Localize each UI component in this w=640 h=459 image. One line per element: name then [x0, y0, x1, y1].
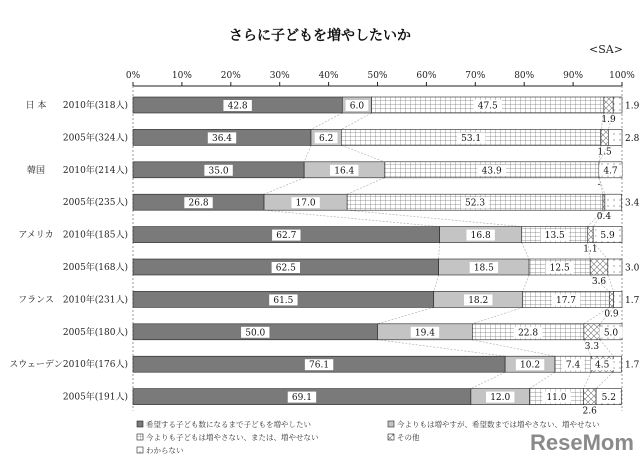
legend-swatch	[388, 434, 394, 440]
bar-segment-4	[613, 97, 622, 113]
connector-line	[378, 307, 434, 323]
value-label: 52.3	[465, 198, 486, 209]
x-tick-label: 30%	[269, 71, 290, 81]
bar-segment-3	[609, 291, 613, 307]
value-label: 3.6	[591, 277, 607, 287]
bar-segment-3	[584, 324, 600, 340]
bar-segment-3	[601, 129, 608, 145]
connector-line	[311, 113, 342, 129]
value-label: 6.2	[318, 133, 334, 144]
value-label: 5.9	[600, 231, 615, 242]
legend-label: 今よりも子どもは増やさない、または、増やせない	[146, 433, 319, 442]
connector-line	[347, 210, 522, 226]
legend-swatch	[137, 447, 143, 453]
connector-line	[439, 243, 440, 259]
country-label: スウェーデン	[9, 360, 63, 371]
value-label: 18.5	[473, 263, 494, 274]
bar-segment-4	[613, 356, 621, 372]
x-tick-label: 10%	[171, 71, 192, 81]
x-tick-label: 0%	[125, 71, 141, 81]
value-label: 13.5	[544, 231, 565, 242]
legend-label: わからない	[146, 446, 184, 455]
value-label: 62.5	[275, 263, 296, 274]
value-label: 36.4	[211, 133, 233, 144]
bar-segment-4	[608, 259, 622, 275]
x-tick-label: 90%	[563, 71, 584, 81]
value-label: 17.0	[295, 198, 316, 209]
value-label: 76.1	[309, 360, 330, 371]
legend-label: その他	[397, 433, 420, 442]
country-label: 日 本	[25, 101, 47, 111]
value-label: 0.9	[604, 309, 619, 320]
value-label: 3.0	[625, 263, 640, 274]
value-label: 50.0	[245, 328, 266, 339]
value-label: 6.0	[349, 101, 365, 112]
x-tick-label: 60%	[416, 71, 437, 81]
legend-swatch	[137, 434, 143, 440]
category-label: 2010年(176人)	[62, 360, 128, 371]
bar-segment-3	[588, 227, 593, 243]
category-label: 2005年(324人)	[62, 133, 128, 144]
category-label: 2005年(191人)	[62, 392, 128, 403]
x-tick-label: 70%	[465, 71, 486, 81]
value-label: 1.7	[625, 360, 640, 371]
category-label: 2010年(214人)	[62, 165, 128, 176]
value-label: 5.0	[603, 328, 619, 339]
category-label: 2010年(318人)	[62, 101, 128, 111]
value-label: 0.4	[596, 212, 612, 223]
bar-segment-3	[590, 259, 608, 275]
connector-line	[378, 340, 506, 356]
value-label: 53.1	[461, 133, 482, 144]
legend-swatch	[388, 421, 394, 427]
x-tick-label: 40%	[318, 71, 339, 81]
value-label: 43.9	[481, 166, 502, 177]
connector-line	[583, 372, 591, 388]
value-label: 47.5	[477, 101, 498, 112]
country-label: 韓国	[26, 165, 46, 176]
value-label: 1.1	[583, 244, 598, 255]
value-label: 12.0	[490, 393, 511, 404]
value-label: 18.2	[468, 295, 489, 306]
connector-line	[522, 243, 529, 259]
watermark-logo: ReseMom	[530, 430, 634, 455]
connector-line	[434, 275, 439, 291]
value-label: 26.8	[188, 198, 209, 209]
chart-title: さらに子どもを増やしたいか	[229, 28, 411, 44]
connector-line	[264, 178, 304, 194]
value-label: 11.0	[546, 393, 567, 404]
value-label: 16.8	[470, 231, 491, 242]
value-label: 62.7	[276, 231, 297, 242]
value-label: 17.7	[555, 295, 577, 306]
bar-segment-4	[605, 194, 622, 210]
x-tick-label: 80%	[514, 71, 535, 81]
connector-line	[523, 275, 529, 291]
connector-line	[530, 372, 555, 388]
value-label: 61.5	[273, 295, 294, 306]
value-label: 22.8	[518, 328, 539, 339]
category-label: 2005年(235人)	[62, 198, 128, 209]
connector-line	[608, 275, 614, 291]
bar-segment-3	[583, 389, 596, 405]
sa-note: <SA>	[589, 43, 623, 56]
connector-line	[472, 340, 555, 356]
connector-line	[596, 372, 613, 388]
value-label: 1.5	[597, 147, 612, 158]
value-label: 2.8	[625, 133, 640, 144]
bar-segment-4	[608, 129, 622, 145]
legend-swatch	[137, 421, 143, 427]
value-label: 4.5	[595, 360, 610, 371]
legend-label: 今よりもは増やすが、希望数までは増やさない、増やせない	[397, 420, 600, 429]
connector-line	[341, 145, 384, 161]
x-tick-label: 100%	[609, 71, 635, 81]
x-tick-label: 50%	[367, 71, 388, 81]
value-label: 4.7	[603, 166, 618, 177]
connector-line	[600, 340, 613, 356]
category-label: 2005年(168人)	[62, 263, 128, 273]
value-label: 1.9	[625, 101, 640, 112]
value-label: 16.4	[334, 166, 355, 177]
value-label: 7.4	[565, 360, 581, 371]
connector-line	[341, 113, 371, 129]
connector-line	[304, 145, 311, 161]
country-label: フランス	[18, 295, 54, 306]
value-label: -	[597, 179, 601, 190]
value-label: 19.4	[414, 328, 435, 339]
value-label: 5.2	[601, 393, 616, 404]
value-label: 69.1	[291, 393, 312, 404]
value-label: 1.7	[625, 295, 640, 306]
value-label: 12.5	[549, 263, 570, 274]
value-label: 10.2	[520, 360, 541, 371]
bar-segment-4	[614, 291, 622, 307]
bar-segment-3	[604, 97, 613, 113]
connector-line	[472, 307, 522, 323]
country-label: アメリカ	[18, 230, 54, 241]
value-label: 3.3	[584, 341, 600, 352]
category-label: 2010年(185人)	[62, 230, 128, 241]
connector-line	[471, 372, 505, 388]
value-label: 3.4	[625, 198, 640, 209]
category-label: 2005年(180人)	[62, 327, 128, 338]
value-label: 35.0	[208, 166, 229, 177]
x-tick-label: 20%	[220, 71, 241, 81]
value-label: 42.8	[227, 101, 248, 112]
legend-label: 希望する子ども数になるまで子どもを増やしたい	[146, 420, 311, 429]
value-label: 1.9	[601, 115, 616, 125]
value-label: 2.6	[582, 406, 597, 417]
connector-line	[264, 210, 440, 226]
connector-line	[347, 178, 384, 194]
category-label: 2010年(231人)	[62, 295, 128, 306]
